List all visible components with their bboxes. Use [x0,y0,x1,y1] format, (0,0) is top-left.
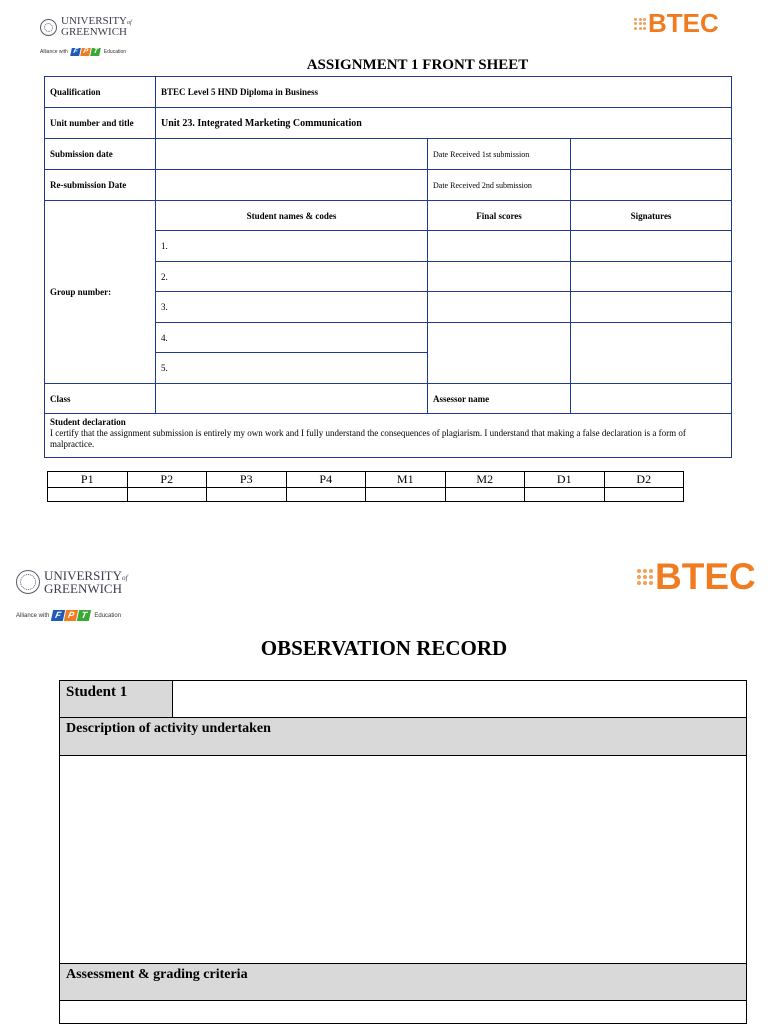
date-received-1-field[interactable] [571,139,732,170]
grades-table [47,471,684,502]
grade-header-p3: P3 [207,472,287,488]
grade-cell-p4[interactable] [286,488,366,502]
qualification-value: BTEC Level 5 HND Diploma in Business [156,77,732,108]
btec-dots-icon [637,569,653,585]
declaration-text: I certify that the assignment submission is entirely my own work and I fully understand the consequences of plagiarism. I understand that making a false declaration is a form of malpractice. [50,427,686,449]
signature-cell-3[interactable] [571,292,732,323]
score-cell-1[interactable] [428,231,571,262]
fpt-logo-icon: F P T [52,610,91,621]
fpt-logo-icon: F P T [71,48,101,56]
grade-header-p2: P2 [127,472,207,488]
signature-cell-2[interactable] [571,262,732,292]
grade-header-d2: D2 [604,472,684,488]
grade-header-d1: D1 [525,472,605,488]
submission-date-field[interactable] [156,139,428,170]
date-received-1-label: Date Received 1st submission [428,139,571,170]
assessor-name-field[interactable] [571,384,732,414]
grade-header-p1: P1 [48,472,128,488]
signature-cell-4[interactable] [571,323,732,384]
qualification-label: Qualification [45,77,156,108]
score-cell-4[interactable] [428,323,571,384]
resubmission-date-label: Re-submission Date [45,170,156,201]
signatures-header: Signatures [571,201,732,231]
description-field[interactable] [60,756,746,964]
assessment-header [60,964,746,1001]
observation-title: OBSERVATION RECORD [260,636,508,660]
student-row-3[interactable]: 3. [156,292,428,323]
grade-header-p4: P4 [286,472,366,488]
university-logo-2: UNIVERSITYof GREENWICH [16,569,128,595]
btec-dots-icon [634,18,646,30]
student-row-2[interactable]: 2. [156,262,428,292]
class-label: Class [45,384,156,414]
fpt-alliance-logo: Alliance with F P T Education [40,48,127,55]
grade-header-m1: M1 [366,472,446,488]
grade-cell-d2[interactable] [604,488,684,502]
score-cell-3[interactable] [428,292,571,323]
assessor-name-label: Assessor name [428,384,571,414]
fpt-alliance-logo-2: Alliance with F P T Education [16,610,122,620]
class-field[interactable] [156,384,428,414]
grade-cell-m1[interactable] [366,488,446,502]
university-logo: UNIVERSITYof GREENWICH [40,16,132,38]
grade-cell-p3[interactable] [207,488,287,502]
student-row-4[interactable]: 4. [156,323,428,353]
university-seal-icon [16,570,40,594]
assessment-label: Assessment & grading criteria [66,967,248,982]
date-received-2-label: Date Received 2nd submission [428,170,571,201]
resubmission-date-field[interactable] [156,170,428,201]
signature-cell-1[interactable] [571,231,732,262]
score-cell-2[interactable] [428,262,571,292]
grade-cell-p1[interactable] [48,488,128,502]
submission-date-label: Submission date [45,139,156,170]
description-header [60,718,746,756]
grade-cell-m2[interactable] [445,488,525,502]
student-declaration [45,414,732,458]
grade-header-m2: M2 [445,472,525,488]
declaration-title: Student declaration [50,417,126,427]
page-title: ASSIGNMENT 1 FRONT SHEET [306,57,529,73]
date-received-2-field[interactable] [571,170,732,201]
student-names-header: Student names & codes [156,201,428,231]
student-name-field[interactable] [173,681,746,718]
group-number-label: Group number: [45,201,156,384]
grade-cell-p2[interactable] [127,488,207,502]
description-label: Description of activity undertaken [66,721,271,736]
assessment-field[interactable] [60,1001,746,1025]
student-row-1[interactable]: 1. [156,231,428,262]
grade-cell-d1[interactable] [525,488,605,502]
student-label: Student 1 [66,684,128,700]
unit-label: Unit number and title [45,108,156,139]
front-sheet-table [44,76,732,458]
btec-logo: BTEC [634,8,719,39]
unit-value: Unit 23. Integrated Marketing Communication [156,108,732,139]
student-label-cell [60,681,173,718]
university-seal-icon [40,19,57,36]
final-scores-header: Final scores [428,201,571,231]
btec-logo-2: BTEC [637,556,756,598]
observation-form [59,680,747,1024]
student-row-5[interactable]: 5. [156,353,428,384]
